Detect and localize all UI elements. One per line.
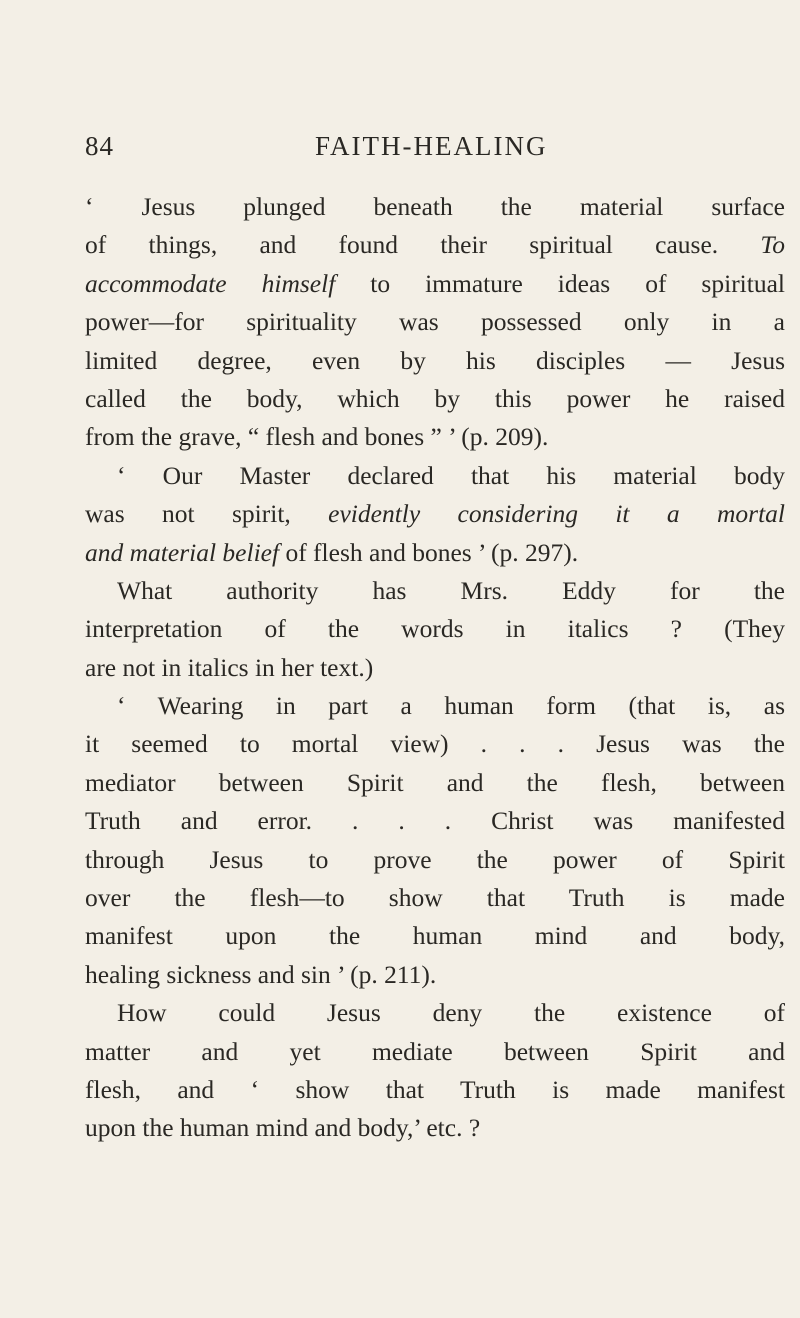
text-run: power—for spirituality was possessed only in a [85, 307, 785, 337]
text-run: ‘ Wearing in part a human form (that is, as [117, 691, 785, 721]
text-line [85, 380, 785, 418]
text-run: What authority has Mrs. Eddy for the [117, 575, 785, 605]
text-run: matter and yet mediate between Spirit and [85, 1036, 785, 1066]
text-run: manifest upon the human mind and body, [85, 921, 785, 951]
text-run: limited degree, even by his disciples — Jesus [85, 345, 785, 375]
text-line [85, 917, 785, 955]
text-run: called the body, which by this power he raised [85, 383, 785, 413]
text-run: healing sickness and sin ’ (p. 211). [85, 959, 437, 989]
text-line [85, 303, 785, 341]
body-text [85, 188, 785, 1148]
text-run: ‘ Our Master declared that his material body [117, 460, 785, 490]
text-run: are not in italics in her text.) [85, 652, 374, 682]
text-line [85, 610, 785, 648]
page-number: 84 [85, 131, 114, 161]
text-run: over the flesh—to show that Truth is made [85, 883, 785, 913]
text-line [85, 572, 785, 610]
text-line [85, 1033, 785, 1071]
text-run: How could Jesus deny the existence of [117, 998, 785, 1028]
text-line [85, 1109, 785, 1147]
text-line [85, 687, 785, 725]
text-line [85, 418, 785, 456]
text-line [85, 226, 785, 264]
text-line [85, 956, 785, 994]
text-run: of things, and found their spiritual cause. [85, 230, 761, 260]
text-line [85, 534, 785, 572]
running-title: FAITH-HEALING [315, 131, 548, 161]
italic-text: and material belief [85, 537, 280, 567]
running-head [85, 131, 775, 171]
text-line [85, 188, 785, 226]
text-run: flesh, and ‘ show that Truth is made manifest [85, 1074, 785, 1104]
text-run: upon the human mind and body,’ etc. ? [85, 1113, 481, 1143]
italic-text: To [760, 230, 785, 260]
text-line [85, 649, 785, 687]
text-run: to immature ideas of spiritual [335, 268, 786, 298]
text-run: through Jesus to prove the power of Spirit [85, 844, 785, 874]
text-line [85, 457, 785, 495]
text-line [85, 342, 785, 380]
text-run: of flesh and bones ’ (p. 297). [279, 537, 579, 567]
text-line [85, 725, 785, 763]
text-line [85, 495, 785, 533]
text-run: ‘ Jesus plunged beneath the material surface [85, 192, 785, 221]
text-run: it seemed to mortal view) . . . Jesus was the [85, 729, 785, 759]
text-line [85, 764, 785, 802]
text-run: mediator between Spirit and the flesh, between [85, 767, 785, 797]
text-line [85, 265, 785, 303]
text-line [85, 841, 785, 879]
text-run: Truth and error. . . . Christ was manifested [85, 806, 785, 836]
italic-text: evidently considering it a mortal [328, 499, 785, 529]
text-line [85, 802, 785, 840]
text-run: from the grave, “ flesh and bones ” ’ (p. 209). [85, 422, 549, 452]
text-run: interpretation of the words in italics ? (They [85, 614, 785, 644]
text-line [85, 994, 785, 1032]
italic-text: accommodate himself [85, 268, 336, 298]
text-run: was not spirit, [85, 499, 329, 529]
text-line [85, 879, 785, 917]
text-line [85, 1071, 785, 1109]
